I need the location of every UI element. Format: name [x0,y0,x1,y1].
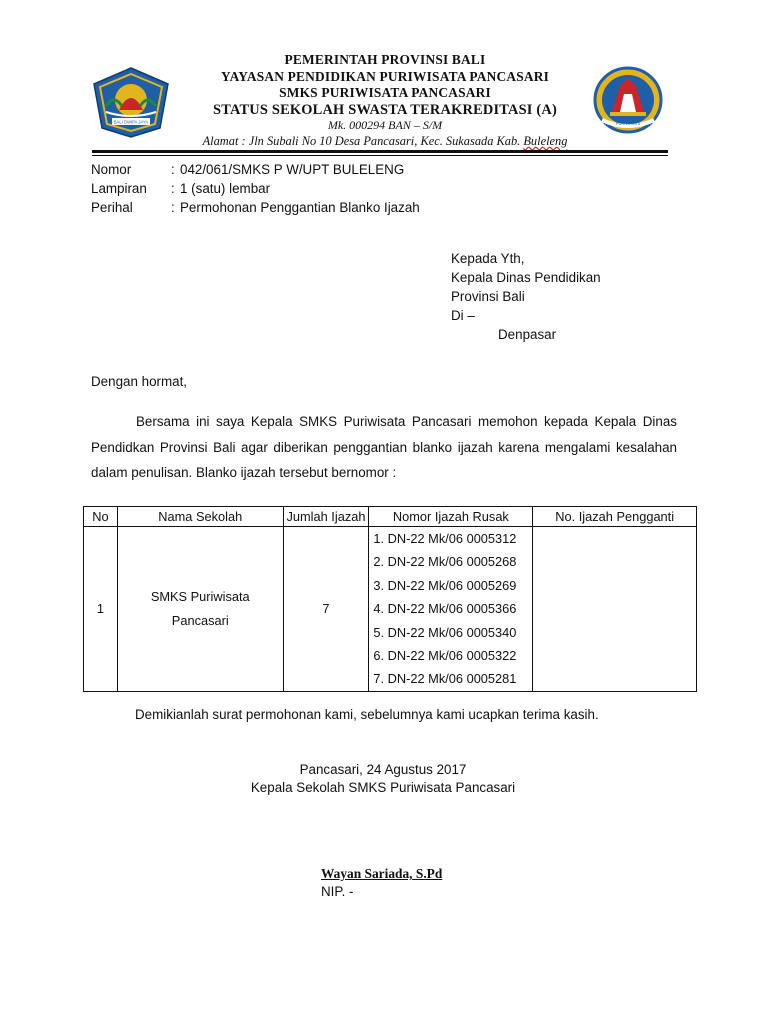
table-row [84,527,697,692]
damaged-number-6: 6. DN-22 Mk/06 0005322 [373,647,517,663]
table-header-row [84,507,697,527]
school-address-main: Alamat : Jln Subali No 10 Desa Pancasari, Kec. Sukasada Kab. [202,134,524,148]
perihal-value: Permohonan Penggantian Blanko Ijazah [180,200,420,215]
letterhead-thick-rule [92,150,668,153]
perihal-colon: : [171,200,175,215]
col-header-no: No [84,507,118,527]
body-paragraph-text: Bersama ini saya Kepala SMKS Puriwisata Pancasari memohon kepada Kepala Dinas Pendidkan Provinsi Bali agar diberikan penggantian blanko ijazah karena mengalami kesalahan dalam penulisan. Blanko ijazah tersebut bernomor : [91,414,677,480]
recipient-city: Denpasar [498,327,557,342]
letterhead [170,52,600,149]
accreditation-number: Mk. 000294 BAN – S/M [327,118,443,132]
damaged-number-7: 7. DN-22 Mk/06 0005281 [373,671,517,687]
school-emblem-icon [592,64,664,134]
col-header-count: Jumlah Ijazah [283,507,369,527]
cell-count: 7 [283,527,369,692]
lampiran-value: 1 (satu) lembar [180,181,271,196]
school-address-regency: Buleleng [523,134,568,148]
recipient-line-2: Kepala Dinas Pendidikan [451,270,601,285]
school-name-line-1: SMKS Puriwisata [150,588,250,604]
cell-no: 1 [84,527,118,692]
cell-replacement [533,527,697,692]
col-header-replacement: No. Ijazah Pengganti [533,507,697,527]
nomor-colon: : [171,162,175,177]
school-name-line-2: Pancasari [171,612,229,628]
damaged-number-1: 1. DN-22 Mk/06 0005312 [373,531,517,546]
letterhead-line-1: PEMERINTAH PROVINSI BALI [284,52,486,67]
school-emblem-motto: PURIWISATA [615,121,641,126]
signer-nip: NIP. - [321,884,354,899]
closing-sentence: Demikianlah surat permohonan kami, sebelumnya kami ucapkan terima kasih. [135,707,599,722]
letterhead-line-3: SMKS PURIWISATA PANCASARI [279,85,491,100]
lampiran-label: Lampiran [91,181,147,196]
emblem-motto: BALI DWIPA JAYA [113,119,149,125]
col-header-damaged-numbers: Nomor Ijazah Rusak [369,507,533,527]
cell-damaged-numbers [369,527,533,692]
lampiran-colon: : [171,181,175,196]
damaged-number-2: 2. DN-22 Mk/06 0005268 [373,554,517,570]
signature-block [230,761,536,797]
damaged-number-3: 3. DN-22 Mk/06 0005269 [373,577,517,593]
recipient-line-1: Kepada Yth, [451,251,525,266]
perihal-label: Perihal [91,200,133,215]
body-paragraph [91,409,677,486]
letterhead-thin-rule [92,155,668,156]
greeting: Dengan hormat, [91,374,188,389]
school-address [152,133,618,149]
nomor-value: 042/061/SMKS P W/UPT BULELENG [180,162,405,177]
place-date: Pancasari, 24 Agustus 2017 [299,762,467,777]
signer-name: Wayan Sariada, S.Pd [321,866,443,881]
signer-position: Kepala Sekolah SMKS Puriwisata Pancasari [250,780,516,795]
cell-school [117,527,283,692]
damaged-number-5: 5. DN-22 Mk/06 0005340 [373,624,517,640]
recipient-line-3: Provinsi Bali [451,289,525,304]
col-header-school: Nama Sekolah [117,507,283,527]
letterhead-line-2: YAYASAN PENDIDIKAN PURIWISATA PANCASARI [220,68,550,84]
bali-province-emblem-icon [92,66,170,138]
nomor-label: Nomor [91,162,132,177]
damaged-certificate-table [83,506,697,692]
damaged-number-4: 4. DN-22 Mk/06 0005366 [373,601,517,617]
letterhead-line-4: STATUS SEKOLAH SWASTA TERAKREDITASI (A) [213,101,557,118]
recipient-line-4: Di – [451,308,475,323]
recipient-block [451,249,601,344]
